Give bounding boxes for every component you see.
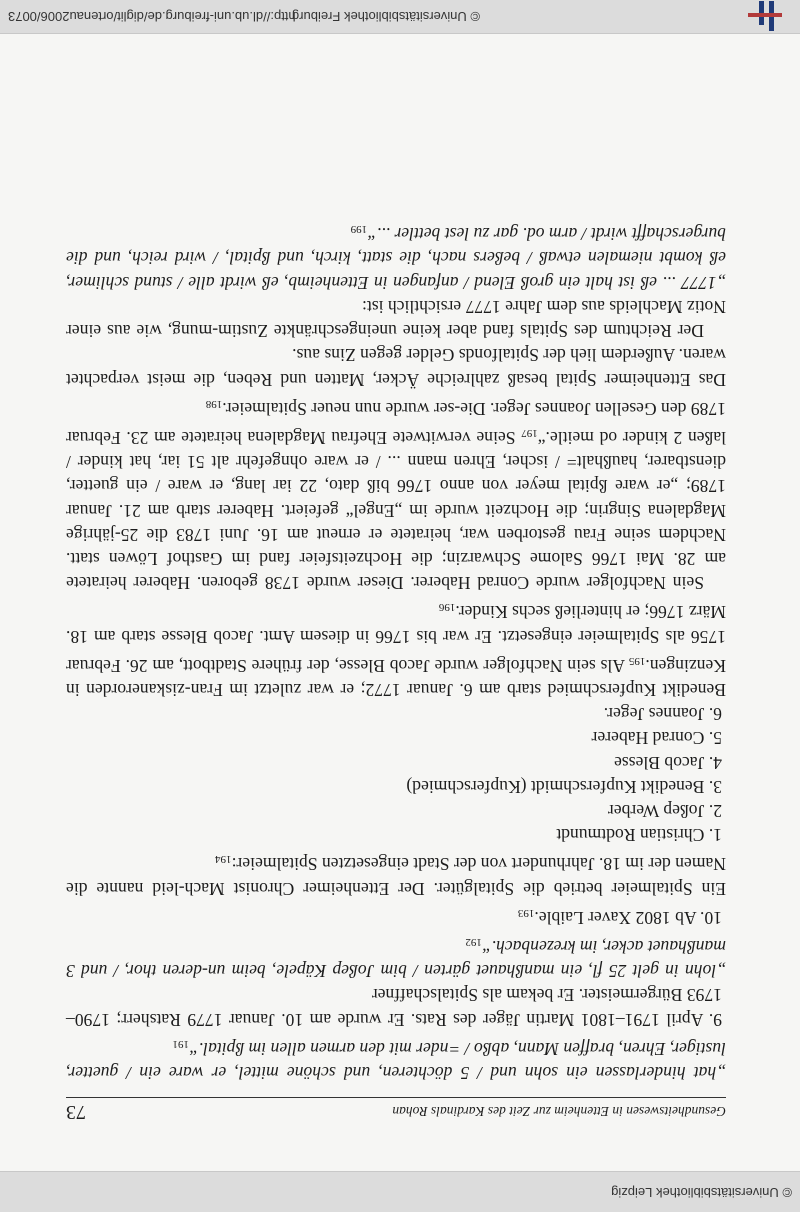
footnote-ref: 191 xyxy=(172,1037,189,1050)
paragraph-text: 9. April 1791–1801 Martin Jäger des Rats. Er wurde am 10. Januar 1779 Ratsherr; 1790–1793 Bürgermeister. Er bekam als Spitalschaffner xyxy=(66,985,722,1030)
list-item xyxy=(66,799,726,823)
quotation xyxy=(66,217,726,295)
paragraph xyxy=(66,595,726,702)
footnote-ref: 197 xyxy=(521,426,538,439)
list-item xyxy=(66,823,726,847)
paragraph-text: 1. Christian Rodtmundt xyxy=(556,825,722,846)
quotation xyxy=(66,1032,726,1085)
list-item xyxy=(66,726,726,750)
paragraph xyxy=(66,343,726,391)
list-item xyxy=(66,983,726,1031)
page-body xyxy=(66,217,726,1085)
paragraph-text: 5. Conrad Haberer xyxy=(591,728,722,749)
page-header xyxy=(66,1097,726,1124)
list-item xyxy=(66,901,726,930)
viewer-top-bar xyxy=(0,1171,800,1212)
library-credit-top: © Universitätsbibliothek Leipzig xyxy=(611,1185,792,1200)
library-credit-bottom: © Universitätsbibliothek Freiburg xyxy=(291,9,480,24)
paragraph-text: Sein Nachfolger wurde Conrad Haberer. Dieser wurde 1738 geboren. Haberer heiratete am 28. Mai 1766 Salome Schwarzin; die Hochzeitsfeier fand im Gasthof Löwen statt. Nachdem seine Frau gestorben war, heiratete er erneut am 16. Juni 1783 die 25-jährige Magdalena Singrin; die Hochzeit wurde im „Engel“ gefeiert. Haberer starb am 21. Januar 1789; „er ware ßpital meyer von anno 1766 biß dato, 22 iar lang, er ware / ein guetter, dienstbarer, haußhalt= / ischer, Ehren mann ... / er ware ohngefehr alt 51 iar, hat kinder / laßen 2 kinder od meitle.“ xyxy=(66,427,726,594)
quotation xyxy=(66,930,726,983)
paragraph-text: Das Ettenheimer Spital besaß zahlreiche Äcker, Matten und Reben, die meist verpachtet waren. Außerdem lieh der Spitalfonds Gelder gegen Zins aus. xyxy=(66,345,726,390)
page-url: http://dl.ub.uni-freiburg.de/diglit/ortenau2006/0073 xyxy=(8,9,296,24)
viewer-bottom-bar xyxy=(0,0,800,34)
list-item xyxy=(66,775,726,799)
footnote-ref: 198 xyxy=(205,397,223,410)
list-item xyxy=(66,750,726,774)
paragraph xyxy=(66,392,726,596)
paragraph-text: 3. Benedikt Kupferschmidt (Kupferschmied) xyxy=(406,776,722,797)
paragraph xyxy=(66,295,726,343)
footnote-ref: 194 xyxy=(215,853,232,866)
footnote-ref: 192 xyxy=(465,935,482,948)
paragraph-text: Benedikt Kupferschmied starb am 6. Januar 1772; er war zuletzt im Fran-ziskanerorden in Kenzingen. xyxy=(66,655,726,700)
footnote-ref: 193 xyxy=(517,906,535,919)
paragraph-text: „1777 ... eß ist halt ein groß Elend / anfangen in Ettenheimb, eß wirdt alle / stund schlimer, eß kombt niemalen etwaß / beßers nach, die statt, kirch, und ßpital, / wird reich, und die burgerschafft wirdt / arm od. gar zu lest bettler ...“ xyxy=(66,224,726,293)
paragraph-text: 4. Jacob Blesse xyxy=(614,752,722,773)
list-item xyxy=(66,702,726,726)
paragraph-text: 10. Ab 1802 Xaver Laible. xyxy=(534,907,722,928)
footnote-ref: 199 xyxy=(350,223,368,236)
footnote-ref: 195 xyxy=(628,654,646,667)
paragraph xyxy=(66,847,726,900)
library-logo-icon xyxy=(748,1,782,31)
paragraph-text: Der Reichtum des Spitals fand aber keine uneingeschränkte Zustim-mung, wie aus einer Notiz Machleids aus dem Jahre 1777 ersichtlich ist: xyxy=(66,296,726,342)
paragraph-text: Seine verwitwete Ehefrau Magdalena heiratete am 23. Februar 1789 den Gesellen Joannes Jeger. Die-ser wurde nun neuer Spitalmeier. xyxy=(66,398,726,448)
paragraph-text: 6. Joannes Jeger. xyxy=(603,704,722,725)
paragraph-text: „lohn in gelt 25 fl, ein manßhauet gärten / bim Joßep Käpele, beim un-deren thor, / und 3 manßhauet acker, im krezenbach.“ xyxy=(66,936,726,982)
paragraph-text: Ein Spitalmeier betrieb die Spitalgüter. Der Ettenheimer Chronist Mach-leid nannte die Namen der im 18. Jahrhundert von der Stadt eingesetzten Spitalmeier: xyxy=(66,854,726,899)
page-number: 73 xyxy=(66,1101,86,1123)
running-title: Gesundheitswesen in Ettenheim zur Zeit des Kardinals Rohan xyxy=(392,1104,726,1119)
footnote-ref: 196 xyxy=(438,601,456,614)
paragraph-text: Als sein Nachfolger wurde Jacob Blesse, der frühere Stadtbott, am 26. Februar 1756 als Spitalmeier eingesetzt. Er war bis 1766 in diesem Amt. Jacob Blesse starb am 18. März 1766; er hinterließ sechs Kinder. xyxy=(66,602,726,676)
paragraph-text: „hat hinderlassen ein sohn und / 5 döchteren, und schöne mittel, er ware ein / guetter, lustiger, Ehren, braffen Mann, abßo / =nder mit den armen allen im ßpital.“ xyxy=(66,1038,726,1083)
paragraph-text: 2. Joßep Werber xyxy=(607,800,722,821)
